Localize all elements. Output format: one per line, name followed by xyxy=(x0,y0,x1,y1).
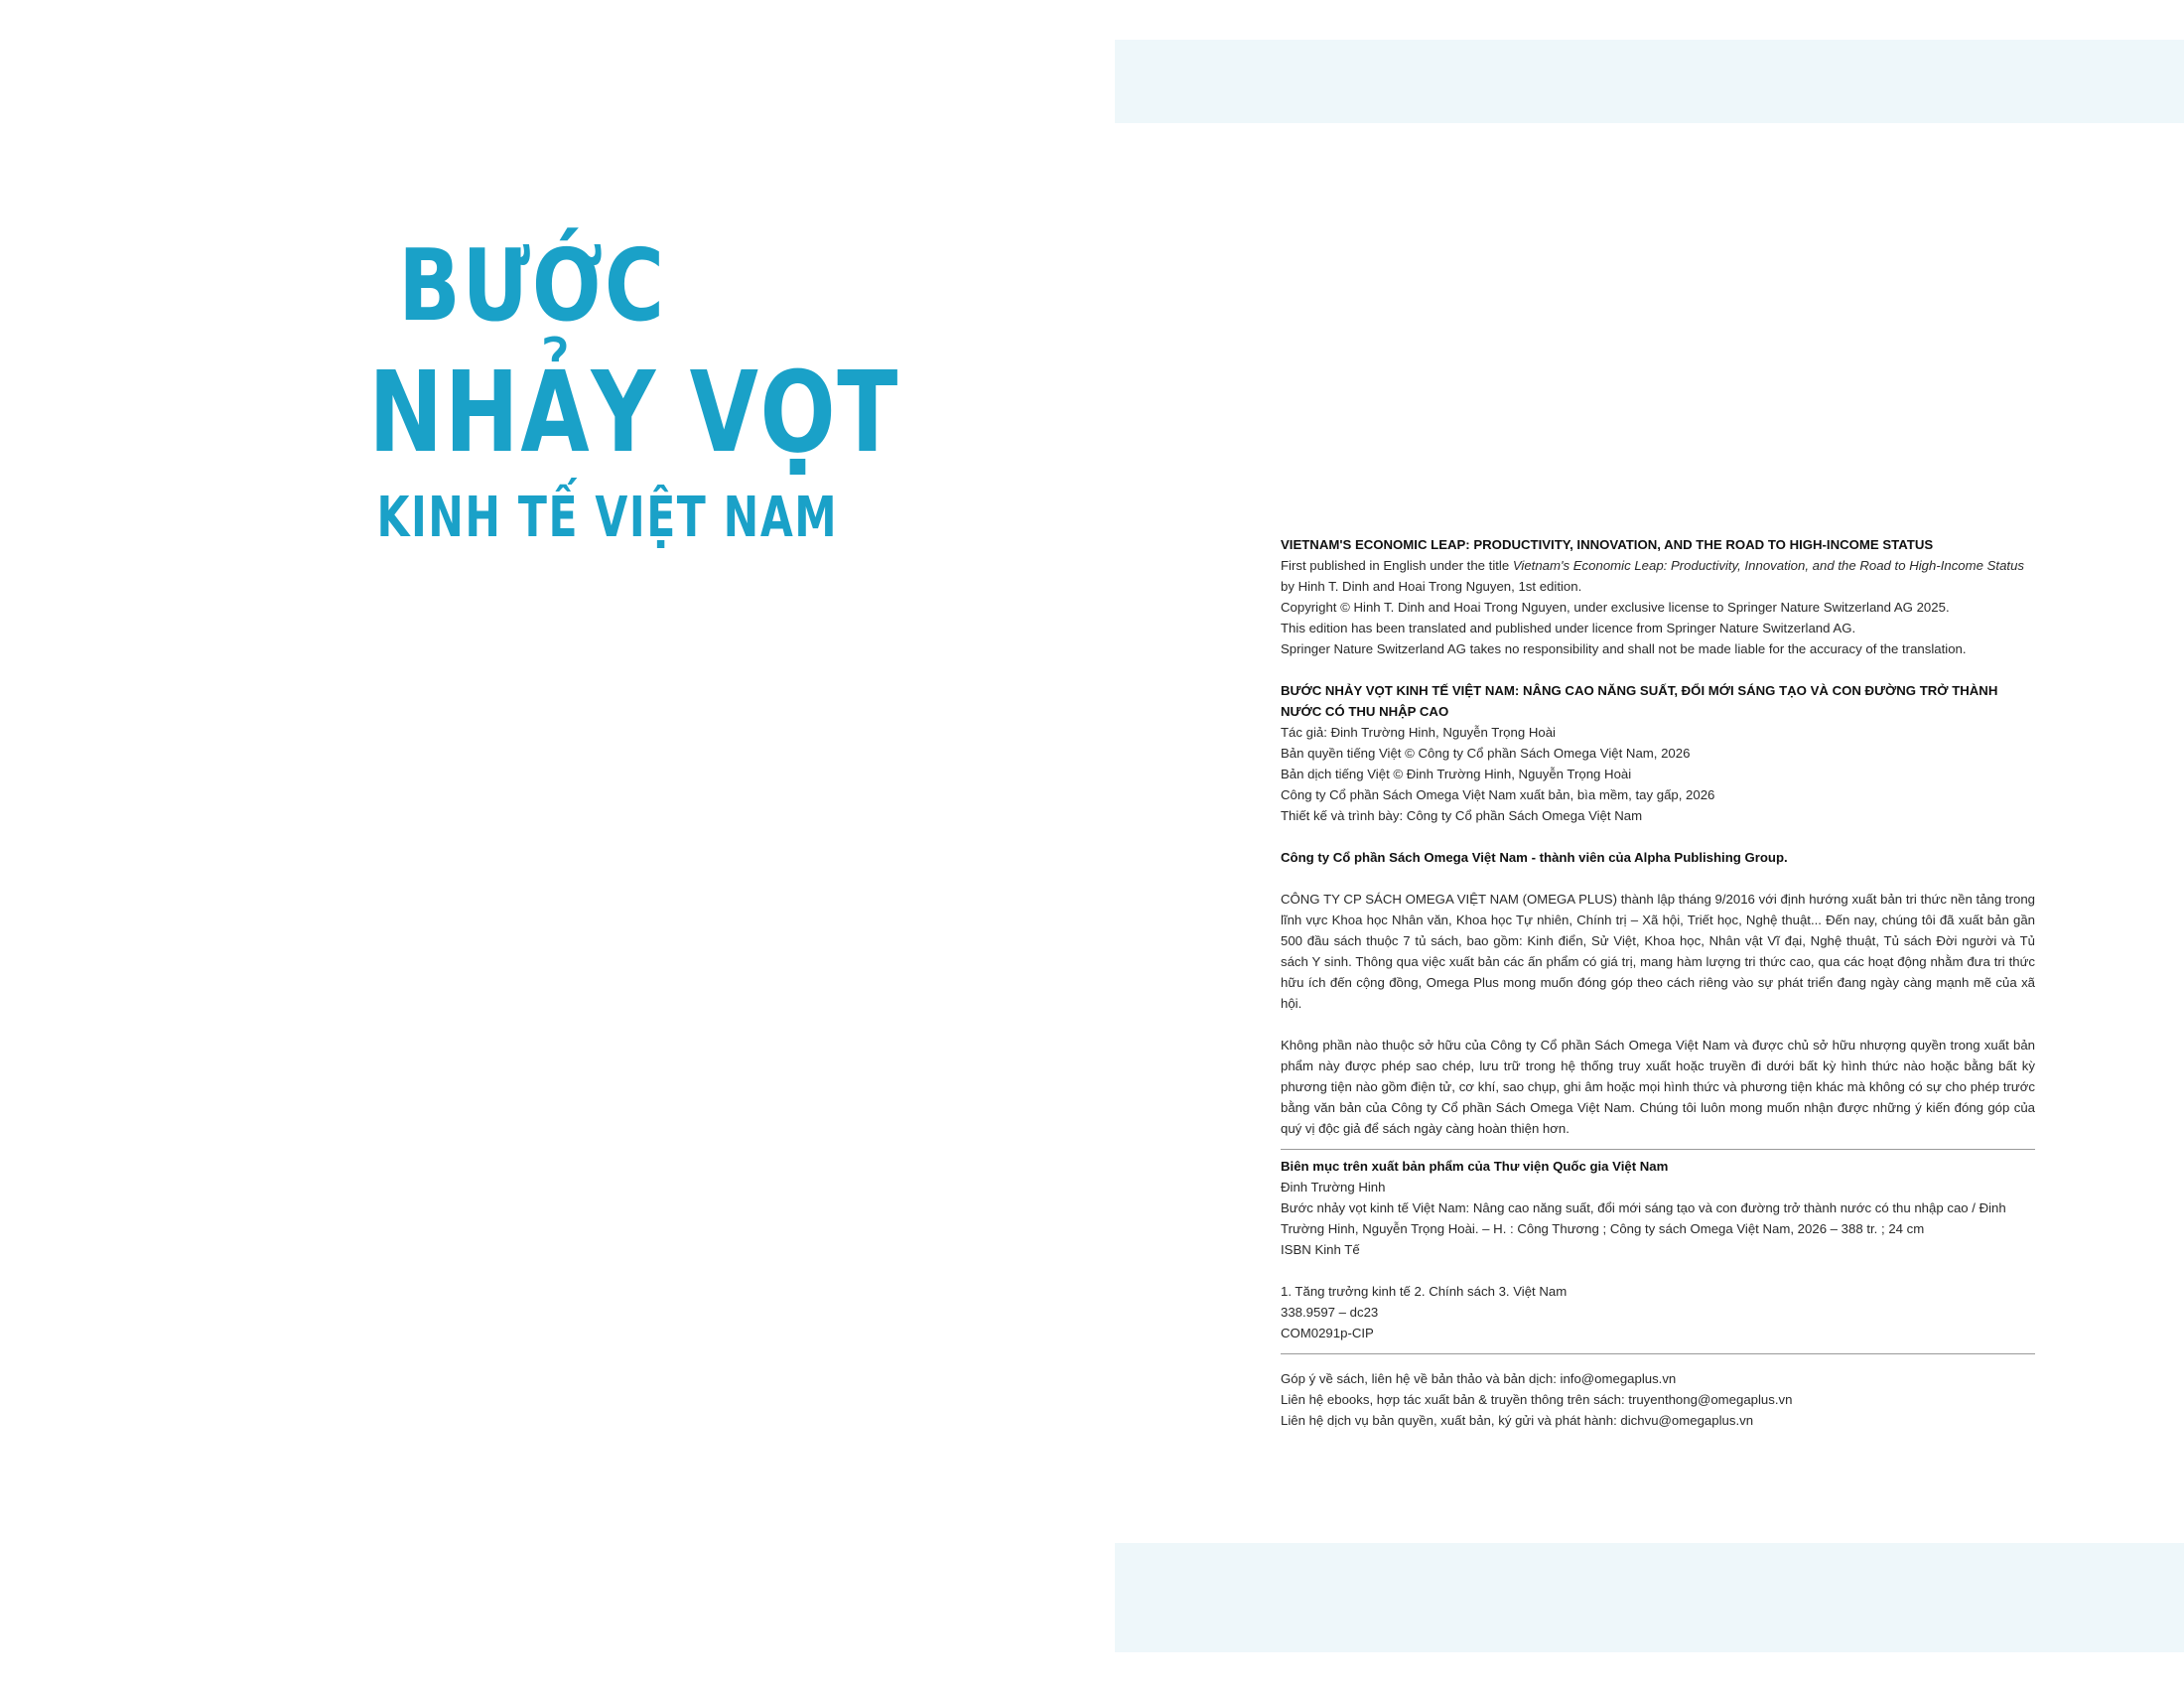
licence-line: This edition has been translated and published under licence from Springer Nature Switzerland AG. xyxy=(1281,621,1856,635)
rights-paragraph: Không phần nào thuộc sở hữu của Công ty Cổ phần Sách Omega Việt Nam và được chủ sở hữu nhượng quyền trong xuất bản phẩm này được phép sao chép, lưu trữ trong hệ thống truy xuất hoặc truyền đi dưới bất kỳ hình thức nào hoặc bằng bất kỳ phương tiện nào gồm điện tử, cơ khí, sao chụp, ghi âm hoặc mọi hình thức và phương tiện khác mà không có sự cho phép trước bằng văn bản của Công ty Cổ phần Sách Omega Việt Nam. Chúng tôi luôn mong muốn nhận được những ý kiến đóng góp của quý vị độc giả để sách ngày càng hoàn thiện hơn. xyxy=(1281,1038,2035,1136)
title-line-2: NHẢY VỌT xyxy=(368,349,900,478)
cip-line: Đinh Trường Hinh xyxy=(1281,1180,1386,1195)
cip-subject: 1. Tăng trưởng kinh tế 2. Chính sách 3. Việt Nam xyxy=(1281,1284,1568,1299)
member-line: Công ty Cổ phần Sách Omega Việt Nam - thành viên của Alpha Publishing Group. xyxy=(1281,850,1788,865)
original-title: Vietnam's Economic Leap: Productivity, Innovation, and the Road to High-Income Status xyxy=(1512,558,2025,573)
cip-heading: Biên mục trên xuất bản phẩm của Thư viện Quốc gia Việt Nam xyxy=(1281,1159,1669,1174)
vn-credit-line: Công ty Cổ phần Sách Omega Việt Nam xuất bản, bìa mềm, tay gấp, 2026 xyxy=(1281,787,1715,802)
imprint-page xyxy=(1281,534,2035,1431)
about-paragraph: CÔNG TY CP SÁCH OMEGA VIỆT NAM (OMEGA PLUS) thành lập tháng 9/2016 với định hướng xuất bản tri thức nền tảng trong lĩnh vực Khoa học Nhân văn, Khoa học Tự nhiên, Chính trị – Xã hội, Triết học, Nghệ thuật... Đến nay, chúng tôi đã xuất bản gần 500 đầu sách thuộc 7 tủ sách, bao gồm: Kinh điển, Sử Việt, Khoa học, Nhân vật Vĩ đại, Nghệ thuật, Tủ sách Đời người và Tủ sách Y sinh. Thông qua việc xuất bản các ấn phẩm có giá trị, mang hàm lượng tri thức cao, qua các hoạt động nhằm đưa tri thức hữu ích đến cộng đồng, Omega Plus mong muốn đóng góp theo cách riêng vào sự phát triển đang ngày càng mạnh mẽ của xã hội. xyxy=(1281,892,2035,1011)
title-line-3: KINH TẾ VIỆT NAM xyxy=(376,486,839,550)
divider xyxy=(1281,1149,2035,1150)
cip-subject: 338.9597 – dc23 xyxy=(1281,1305,1379,1320)
copyright-line: Copyright © Hinh T. Dinh and Hoai Trong Nguyen, under exclusive license to Springer Nature Switzerland AG 2025. xyxy=(1281,600,1950,615)
decorative-band-bottom xyxy=(1115,1543,2184,1652)
decorative-band-top xyxy=(1115,40,2184,123)
cip-line: Bước nhảy vọt kinh tế Việt Nam: Nâng cao năng suất, đổi mới sáng tạo và con đường trở thành nước có thu nhập cao / Đinh Trường Hinh, Nguyễn Trọng Hoài. – H. : Công Thương ; Công ty sách Omega Việt Nam, 2026 – 388 tr. ; 24 cm xyxy=(1281,1200,2006,1236)
divider xyxy=(1281,1353,2035,1354)
vn-credit-line: Bản dịch tiếng Việt © Đinh Trường Hinh, Nguyễn Trọng Hoài xyxy=(1281,767,1632,781)
contact-line: Liên hệ ebooks, hợp tác xuất bản & truyền thông trên sách: truyenthong@omegaplus.vn xyxy=(1281,1392,1793,1407)
english-title: VIETNAM'S ECONOMIC LEAP: PRODUCTIVITY, INNOVATION, AND THE ROAD TO HIGH-INCOME STATUS xyxy=(1281,537,1934,552)
title-line-1: BƯỚC xyxy=(398,227,666,344)
cip-line: ISBN Kinh Tế xyxy=(1281,1242,1360,1257)
book-title xyxy=(328,226,900,552)
cip-subject: COM0291p-CIP xyxy=(1281,1326,1374,1340)
vn-credit-line: Tác giả: Đinh Trường Hinh, Nguyễn Trọng Hoài xyxy=(1281,725,1556,740)
contact-line: Liên hệ dịch vụ bản quyền, xuất bản, ký gửi và phát hành: dichvu@omegaplus.vn xyxy=(1281,1413,1754,1428)
first-published-line: First published in English under the title Vietnam's Economic Leap: Productivity, Innovation, and the Road to High-Income Status by Hinh T. Dinh and Hoai Trong Nguyen, 1st edition. xyxy=(1281,558,2025,594)
vn-credit-line: Thiết kế và trình bày: Công ty Cổ phần Sách Omega Việt Nam xyxy=(1281,808,1643,823)
vietnamese-title: BƯỚC NHẢY VỌT KINH TẾ VIỆT NAM: NÂNG CAO NĂNG SUẤT, ĐỔI MỚI SÁNG TẠO VÀ CON ĐƯỜNG TRỞ THÀNH NƯỚC CÓ THU NHẬP CAO xyxy=(1281,683,1998,719)
contact-line: Góp ý về sách, liên hệ về bản thảo và bản dịch: info@omegaplus.vn xyxy=(1281,1371,1677,1386)
vn-credit-line: Bản quyền tiếng Việt © Công ty Cổ phần Sách Omega Việt Nam, 2026 xyxy=(1281,746,1691,761)
disclaimer-line: Springer Nature Switzerland AG takes no responsibility and shall not be made liable for the accuracy of the translation. xyxy=(1281,641,1967,656)
